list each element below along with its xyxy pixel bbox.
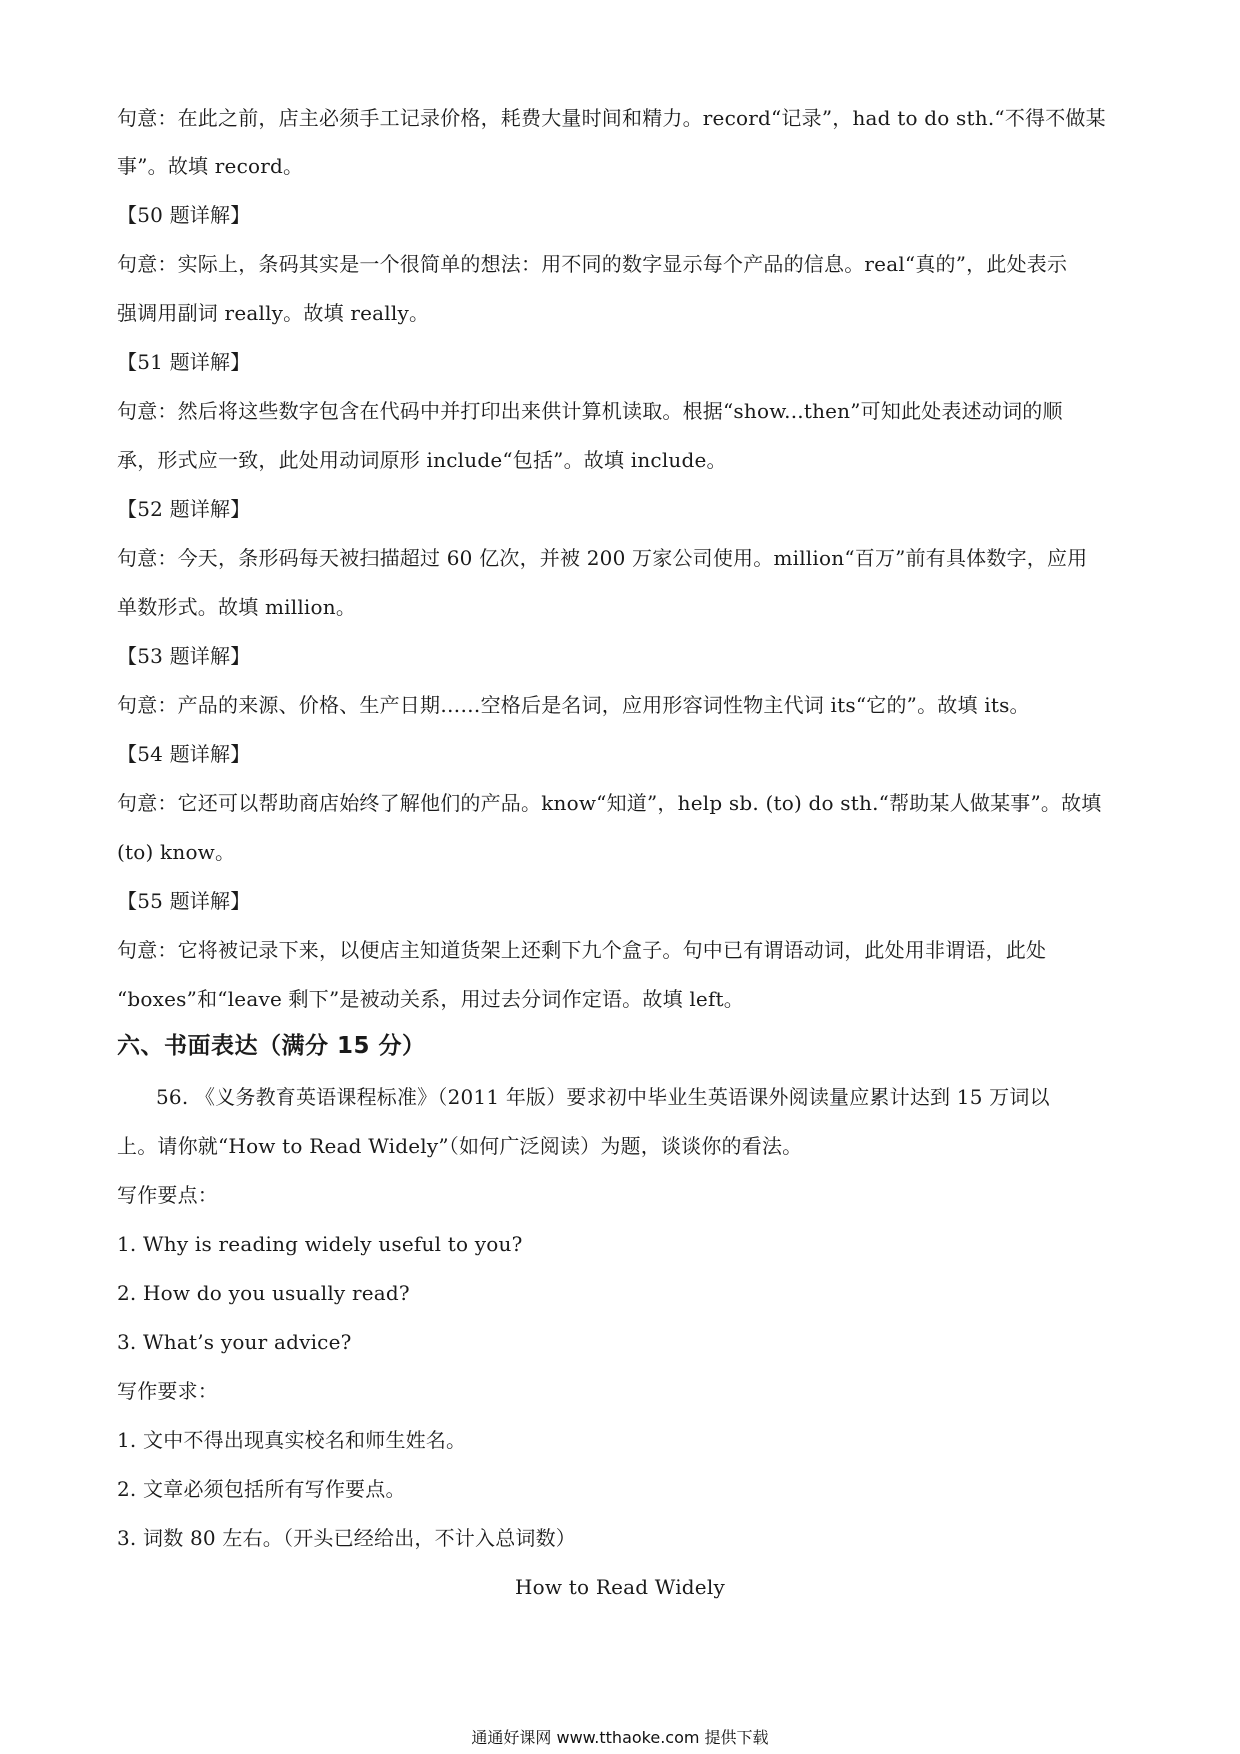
explanation-55-line-1: 句意：它将被记录下来，以便店主知道货架上还剩下九个盒子。句中已有谓语动词，此处用非谓语，此处 [117,938,1047,962]
writing-requirements-title: 写作要求： [117,1379,218,1403]
question-56-line-2: 上。请你就“How to Read Widely”（如何广泛阅读）为题，谈谈你的看法。 [117,1134,803,1158]
explanation-50-line-2: 强调用副词 really。故填 really。 [117,301,430,325]
writing-requirement-2: 2. 文章必须包括所有写作要点。 [117,1477,406,1501]
explanation-50-line-1: 句意：实际上，条码其实是一个很简单的想法：用不同的数字显示每个产品的信息。real“真的”，此处表示 [117,252,1068,276]
writing-point-3: 3. What’s your advice? [117,1330,352,1354]
question-50-header: 【50 题详解】 [117,203,251,227]
writing-requirement-1: 1. 文中不得出现真实校名和师生姓名。 [117,1428,467,1452]
explanation-53-line-1: 句意：产品的来源、价格、生产日期……空格后是名词，应用形容词性物主代词 its“它的”。故填 its。 [117,693,1030,717]
section-heading: 六、书面表达（满分 15 分） [117,1033,426,1059]
question-53-header: 【53 题详解】 [117,644,251,668]
explanation-54-line-1: 句意：它还可以帮助商店始终了解他们的产品。know“知道”，help sb. (to) do sth.“帮助某人做某事”。故填 [117,791,1102,815]
question-52-header: 【52 题详解】 [117,497,251,521]
question-56-line-1: 56. 《义务教育英语课程标准》（2011 年版）要求初中毕业生英语课外阅读量应累计达到 15 万词以 [156,1085,1050,1109]
writing-point-1: 1. Why is reading widely useful to you? [117,1232,523,1256]
explanation-49-line-2: 事”。故填 record。 [117,154,304,178]
explanation-49-line-1: 句意：在此之前，店主必须手工记录价格，耗费大量时间和精力。record“记录”，had to do sth.“不得不做某 [117,106,1106,130]
explanation-52-line-2: 单数形式。故填 million。 [117,595,357,619]
explanation-52-line-1: 句意：今天，条形码每天被扫描超过 60 亿次，并被 200 万家公司使用。million“百万”前有具体数字，应用 [117,546,1088,570]
writing-points-title: 写作要点： [117,1183,218,1207]
explanation-54-line-2: (to) know。 [117,840,236,864]
question-54-header: 【54 题详解】 [117,742,251,766]
page-footer: 通通好课网 www.tthaoke.com 提供下载 [471,1728,769,1747]
question-55-header: 【55 题详解】 [117,889,251,913]
writing-point-2: 2. How do you usually read? [117,1281,410,1305]
explanation-51-line-1: 句意：然后将这些数字包含在代码中并打印出来供计算机读取。根据“show...then”可知此处表述动词的顺 [117,399,1063,423]
essay-title: How to Read Widely [515,1575,725,1599]
question-51-header: 【51 题详解】 [117,350,251,374]
explanation-51-line-2: 承，形式应一致，此处用动词原形 include“包括”。故填 include。 [117,448,727,472]
explanation-55-line-2: “boxes”和“leave 剩下”是被动关系，用过去分词作定语。故填 left。 [117,987,744,1011]
writing-requirement-3: 3. 词数 80 左右。（开头已经给出，不计入总词数） [117,1526,577,1550]
